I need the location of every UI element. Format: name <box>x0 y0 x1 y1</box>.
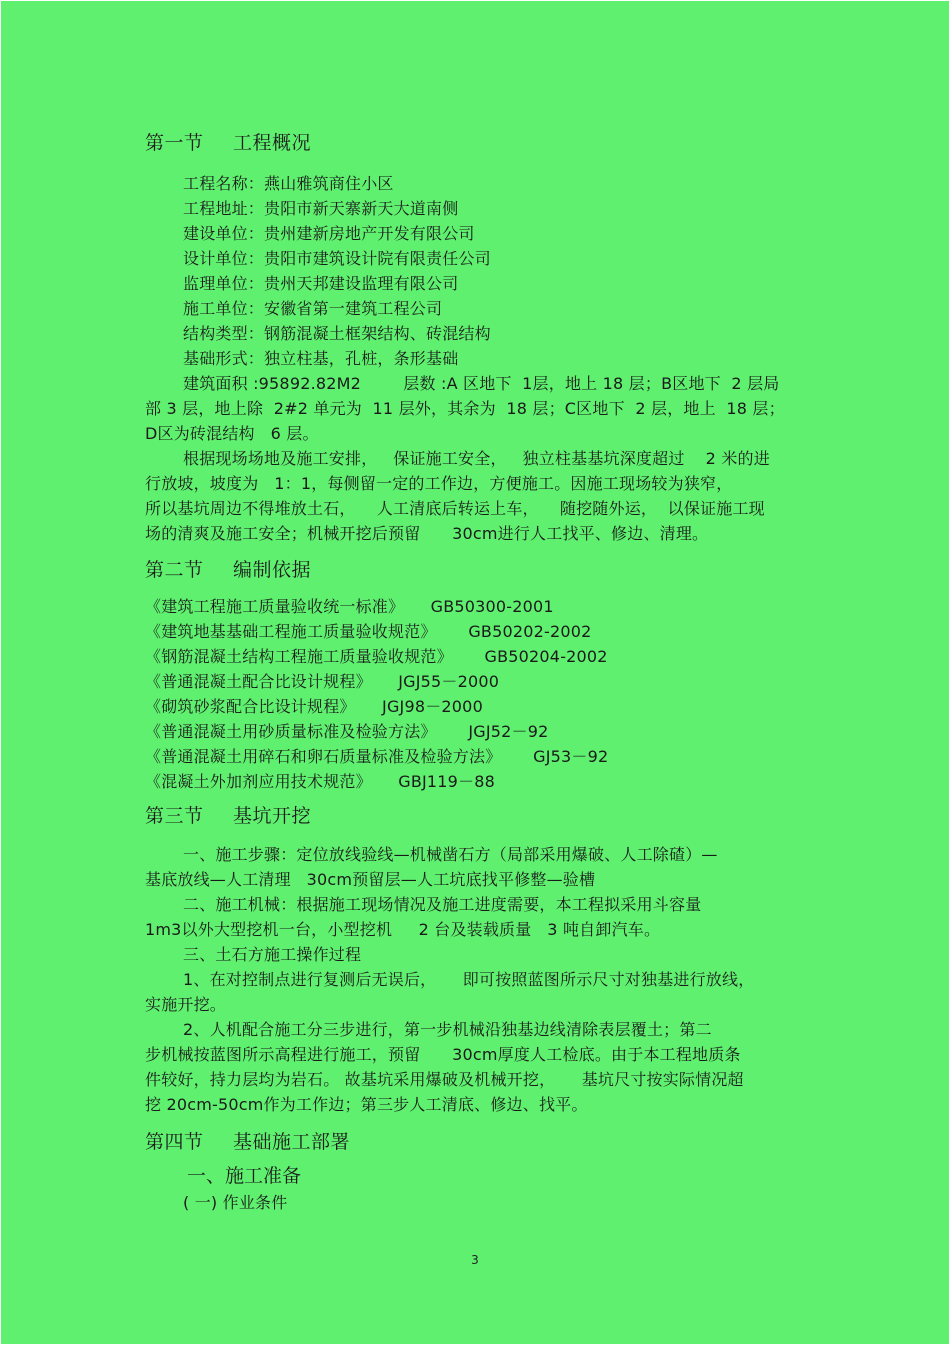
page-content <box>145 125 810 1215</box>
section-title: 编制依据 <box>233 559 312 581</box>
site-plan-line-3: 所以基坑周边不得堆放土石， 人工清底后转运上车， 随挖随外运， 以保证施工现 <box>145 499 765 518</box>
reference-item: 《普通混凝土用砂质量标准及检验方法》 JGJ52－92 <box>145 722 549 741</box>
reference-item: 《建筑地基基础工程施工质量验收规范》 GB50202-2002 <box>145 622 592 641</box>
section-number: 第四节 <box>145 1131 204 1153</box>
process-2-line-1: 2、人机配合施工分三步进行，第一步机械沿独基边线清除表层覆土；第二 <box>183 1020 712 1039</box>
section-heading-1 <box>145 129 810 157</box>
site-plan-line-4: 场的清爽及施工安全；机械开挖后预留 30cm进行人工找平、修边、清理。 <box>145 524 709 543</box>
section-number: 第二节 <box>145 559 204 581</box>
process-1-line-2: 实施开挖。 <box>145 995 227 1014</box>
reference-item: 《普通混凝土用碎石和卵石质量标准及检验方法》 GJ53－92 <box>145 747 609 766</box>
subheading-preparation: 一、施工准备 <box>187 1165 302 1187</box>
reference-item: 《钢筋混凝土结构工程施工质量验收规范》 GB50204-2002 <box>145 647 608 666</box>
reference-item: 《砌筑砂浆配合比设计规程》 JGJ98－2000 <box>145 697 483 716</box>
reference-item: 《建筑工程施工质量验收统一标准》 GB50300-2001 <box>145 597 554 616</box>
section-title: 工程概况 <box>233 132 312 154</box>
foundation-type-line: 基础形式：独立柱基，孔桩，条形基础 <box>183 349 459 368</box>
building-area-line-3: D区为砖混结构 6 层。 <box>145 424 319 443</box>
building-area-line-2: 部 3 层，地上除 2#2 单元为 11 层外，其余为 18 层；C区地下 2 层，地上 18 层； <box>145 399 785 418</box>
item-work-conditions: ( 一) 作业条件 <box>183 1193 288 1212</box>
supervisor-line: 监理单位：贵州天邦建设监理有限公司 <box>183 274 459 293</box>
building-area-line-1: 建筑面积 :95892.82M2 层数 :A 区地下 1层，地上 18 层；B区地下 2 层局 <box>183 374 780 393</box>
process-2-line-4: 挖 20cm-50cm作为工作边；第三步人工清底、修边、找平。 <box>145 1095 588 1114</box>
reference-item: 《混凝土外加剂应用技术规范》 GBJ119－88 <box>145 772 496 791</box>
section-number: 第三节 <box>145 805 204 827</box>
machinery-line-1: 二、施工机械：根据施工现场情况及施工进度需要，本工程拟采用斗容量 <box>183 895 702 914</box>
section-heading-2 <box>145 556 810 584</box>
process-2-line-3: 件较好，持力层均为岩石。 故基坑采用爆破及机械开挖， 基坑尺寸按实际情况超 <box>145 1070 744 1089</box>
document-page <box>1 1 949 1344</box>
site-plan-line-1: 根据现场场地及施工安排， 保证施工安全， 独立柱基基坑深度超过 2 米的进 <box>183 449 770 468</box>
section-title: 基坑开挖 <box>233 805 312 827</box>
contractor-line: 施工单位：安徽省第一建筑工程公司 <box>183 299 443 318</box>
section-number: 第一节 <box>145 132 204 154</box>
section-heading-3 <box>145 802 810 830</box>
process-2-line-2: 步机械按蓝图所示高程进行施工，预留 30cm厚度人工检底。由于本工程地质条 <box>145 1045 741 1064</box>
section-heading-4 <box>145 1128 810 1156</box>
reference-item: 《普通混凝土配合比设计规程》 JGJ55－2000 <box>145 672 500 691</box>
steps-line-1: 一、施工步骤：定位放线验线—机械凿石方（局部采用爆破、人工除碴）— <box>183 845 718 864</box>
process-1-line-1: 1、在对控制点进行复测后无误后， 即可按照蓝图所示尺寸对独基进行放线， <box>183 970 755 989</box>
designer-line: 设计单位：贵阳市建筑设计院有限责任公司 <box>183 249 491 268</box>
project-name-line: 工程名称：燕山雅筑商住小区 <box>183 174 394 193</box>
site-plan-line-2: 行放坡，坡度为 1：1，每侧留一定的工作边，方便施工。因施工现场较为狭窄， <box>145 474 733 493</box>
structure-type-line: 结构类型：钢筋混凝土框架结构、砖混结构 <box>183 324 491 343</box>
machinery-line-2: 1m3以外大型挖机一台，小型挖机 2 台及装载质量 3 吨自卸汽车。 <box>145 920 661 939</box>
process-heading: 三、土石方施工操作过程 <box>183 945 362 964</box>
page-number: 3 <box>471 1253 479 1267</box>
owner-line: 建设单位：贵州建新房地产开发有限公司 <box>183 224 475 243</box>
section-title: 基础施工部署 <box>233 1131 351 1153</box>
project-address-line: 工程地址：贵阳市新天寨新天大道南侧 <box>183 199 459 218</box>
steps-line-2: 基底放线—人工清理 30cm预留层—人工坑底找平修整—验槽 <box>145 870 596 889</box>
